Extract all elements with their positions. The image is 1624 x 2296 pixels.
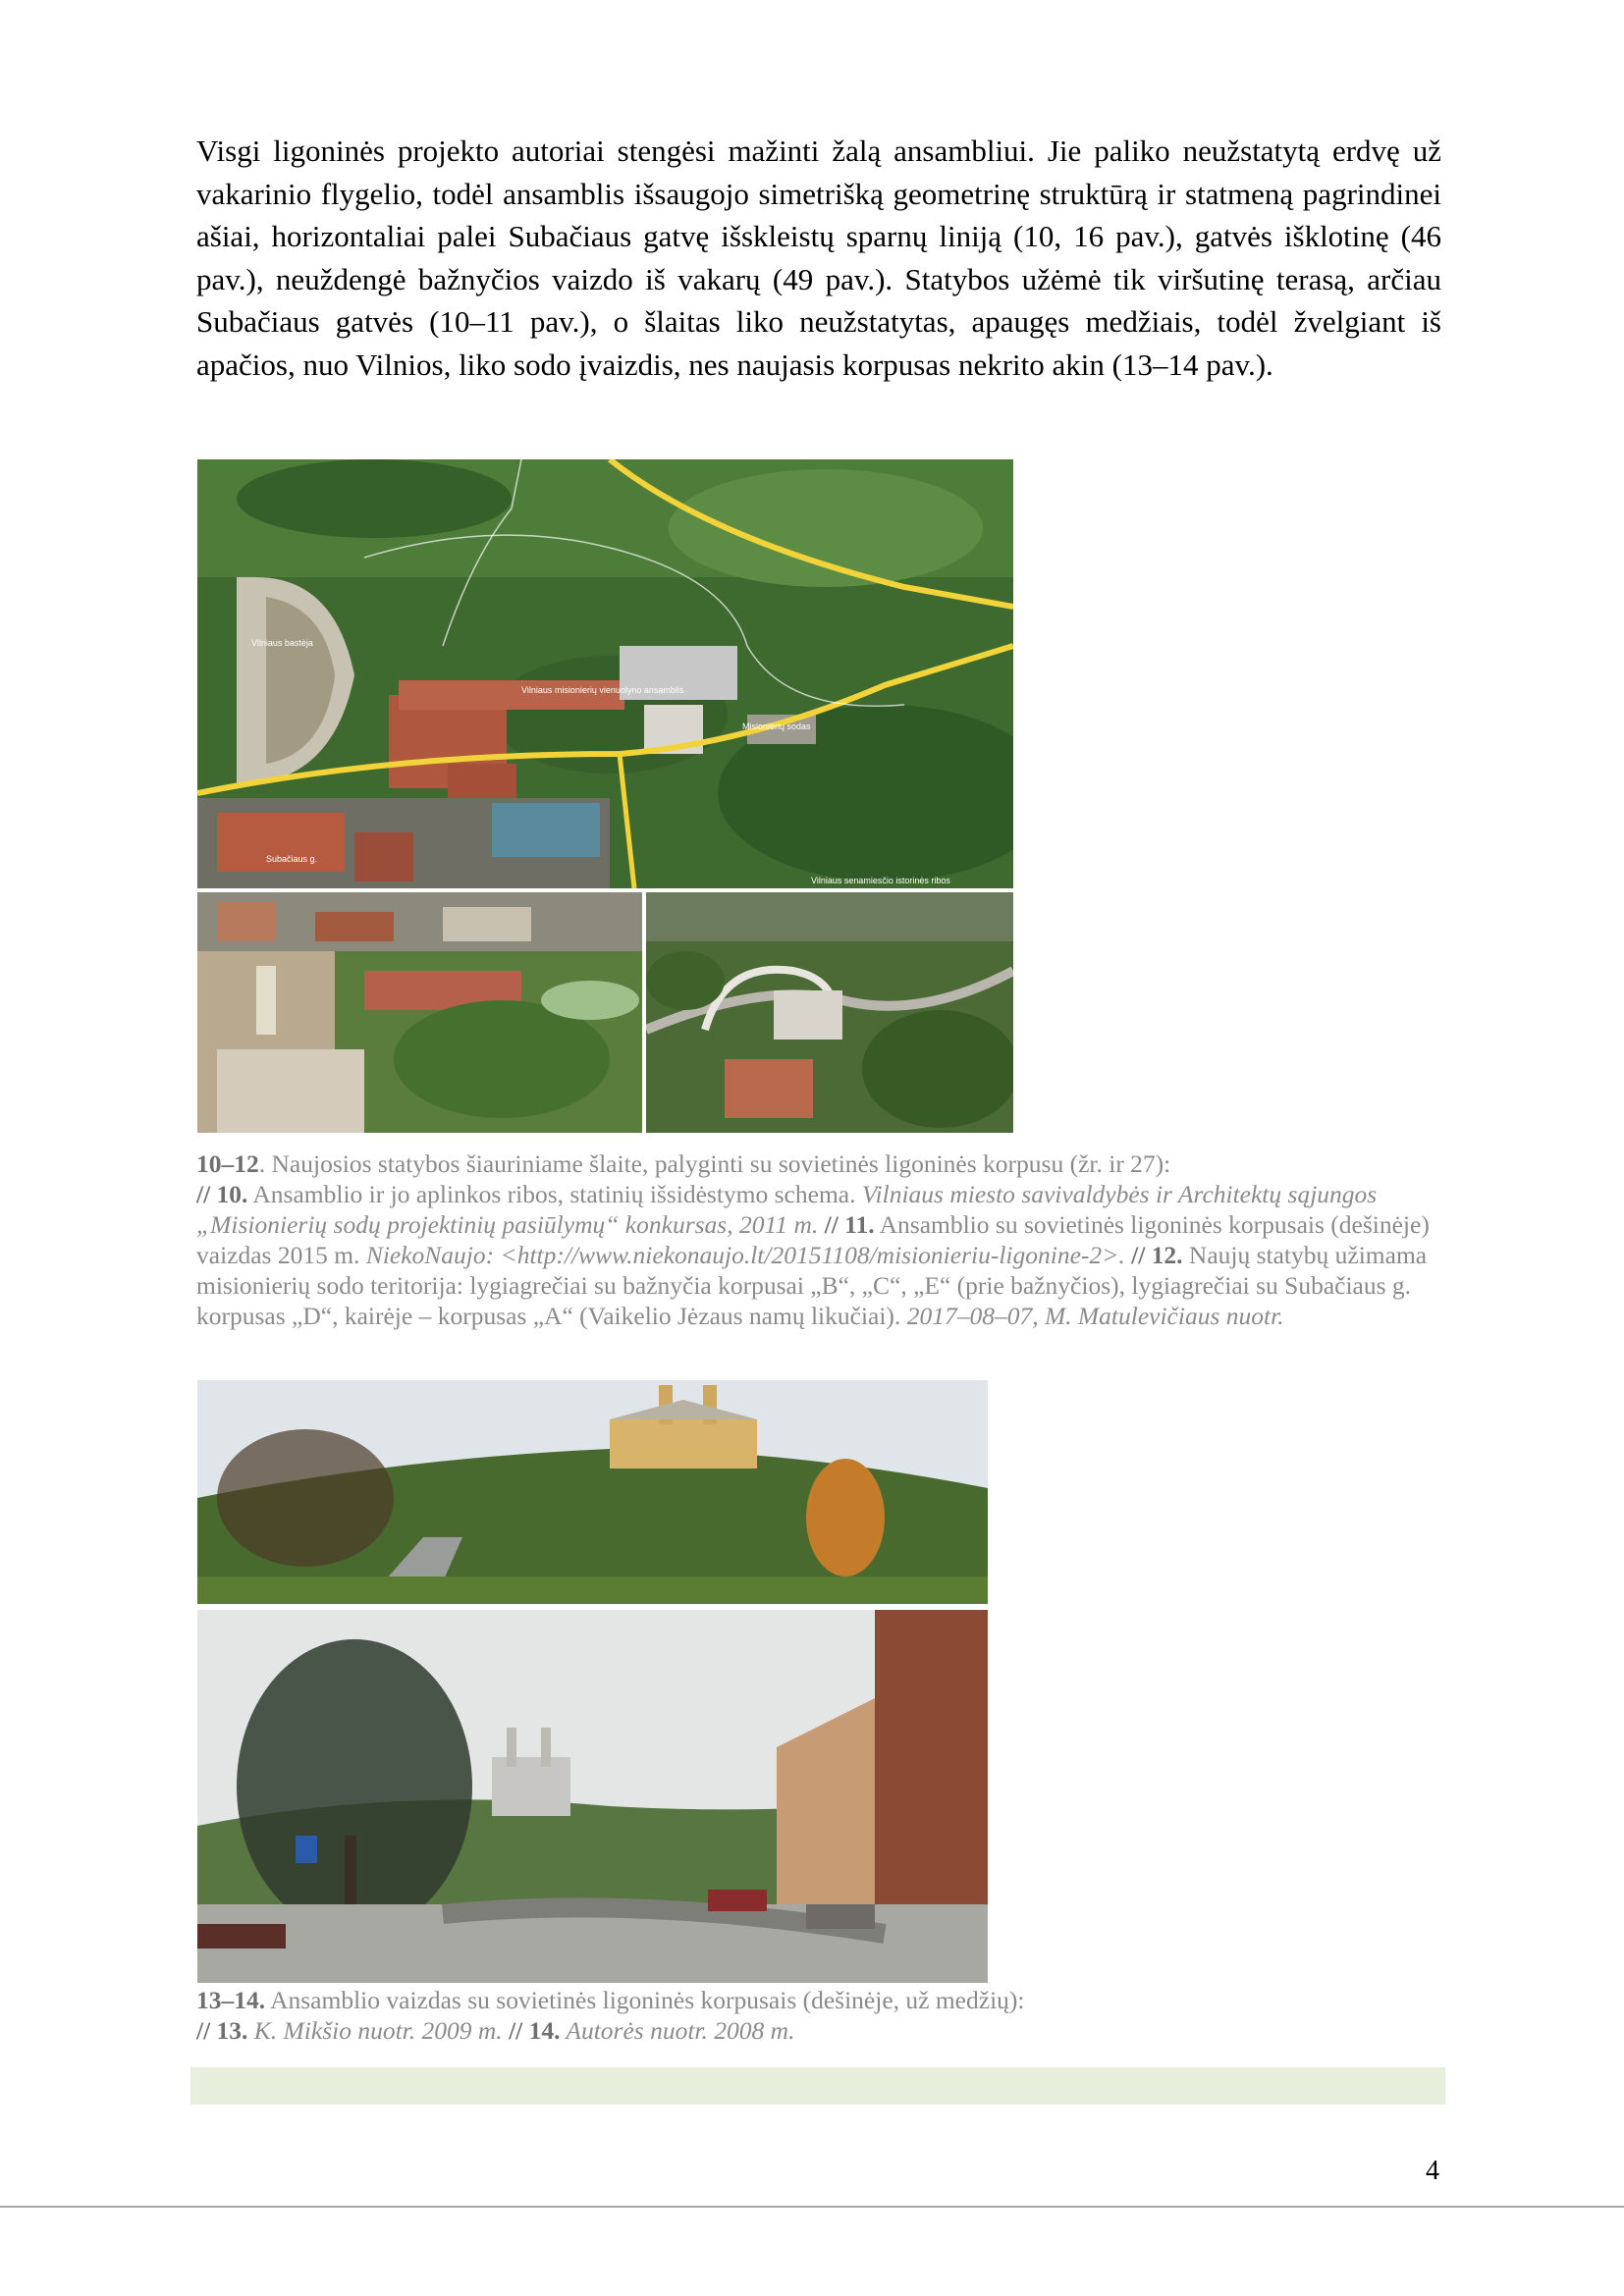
figure-13-photo — [197, 1380, 988, 1604]
figure-10-12-caption: 10–12. Naujosios statybos šiauriniame šlaite, palyginti su sovietinės ligoninės korpusu (žr. ir 27): // 10. Ansamblio ir jo aplinkos ribos, statinių išsidėstymo schema. Vilniaus miesto savivaldybės ir Architektų sąjungos „Misionierių sodų projektinių pasiūlymų“ konkursas, 2011 m. // 11. Ansamblio su sovietinės ligoninės korpusais (dešinėje) vaizdas 2015 m. NiekoNaujo: <http://www.niekonaujo.lt/20151108/misionieriu-ligonine-2>. // 12. Naujų statybų užimama misionierių sodo teritorija: lygiagrečiai su bažnyčia korpusai „B“, „C“, „E“ (prie bažnyčios), lygiagrečiai su Subačiaus g. korpusas „D“, kairėje – korpusas „A“ (Vaikelio Jėzaus namų likučiai). 2017–08–07, M. Matulevičiaus nuotr. — [196, 1149, 1430, 1330]
figure-13-14-caption: 13–14. Ansamblio vaizdas su sovietinės ligoninės korpusais (dešinėje, už medžių): // 13. K. Mikšio nuotr. 2009 m. // 14. Autorės nuotr. 2008 m. — [196, 1986, 1025, 2045]
page-number: 4 — [1426, 2156, 1439, 2186]
green-banner — [190, 2067, 1445, 2105]
map-label-c: Misionierių sodas — [742, 721, 811, 731]
figure-14-photo — [197, 1610, 988, 1983]
map-label-d: Subačiaus g. — [266, 854, 318, 864]
body-paragraph: Visgi ligoninės projekto autoriai stengėsi mažinti žalą ansambliui. Jie paliko neužstatytą erdvę už vakarinio flygelio, todėl ansamblis išsaugojo simetrišką geometrinę struktūrą ir statmeną pagrindinei ašiai, horizontaliai palei Subačiaus gatvę išskleistų sparnų liniją (10, 16 pav.), gatvės išklotinę (46 pav.), neuždengė bažnyčios vaizdo iš vakarų (49 pav.). Statybos užėmė tik viršutinę terasą, arčiau Subačiaus gatvės (10–11 pav.), o šlaitas liko neužstatytas, apaugęs medžiais, todėl žvelgiant iš apačios, nuo Vilnios, liko sodo įvaizdis, nes naujasis korpusas nekrito akin (13–14 pav.). — [196, 133, 1441, 382]
map-label-a: Vilniaus bastėja — [251, 638, 313, 648]
figure-12-aerial-photo — [646, 892, 1013, 1133]
map-label-b: Vilniaus misionierių vienuolyno ansamblis — [521, 685, 684, 695]
figure-11-aerial-photo — [197, 892, 642, 1133]
figure-10-aerial-map — [197, 459, 1013, 888]
footer-divider — [0, 2206, 1624, 2208]
map-label-e: Vilniaus senamiesčio istorinės ribos — [811, 876, 950, 885]
